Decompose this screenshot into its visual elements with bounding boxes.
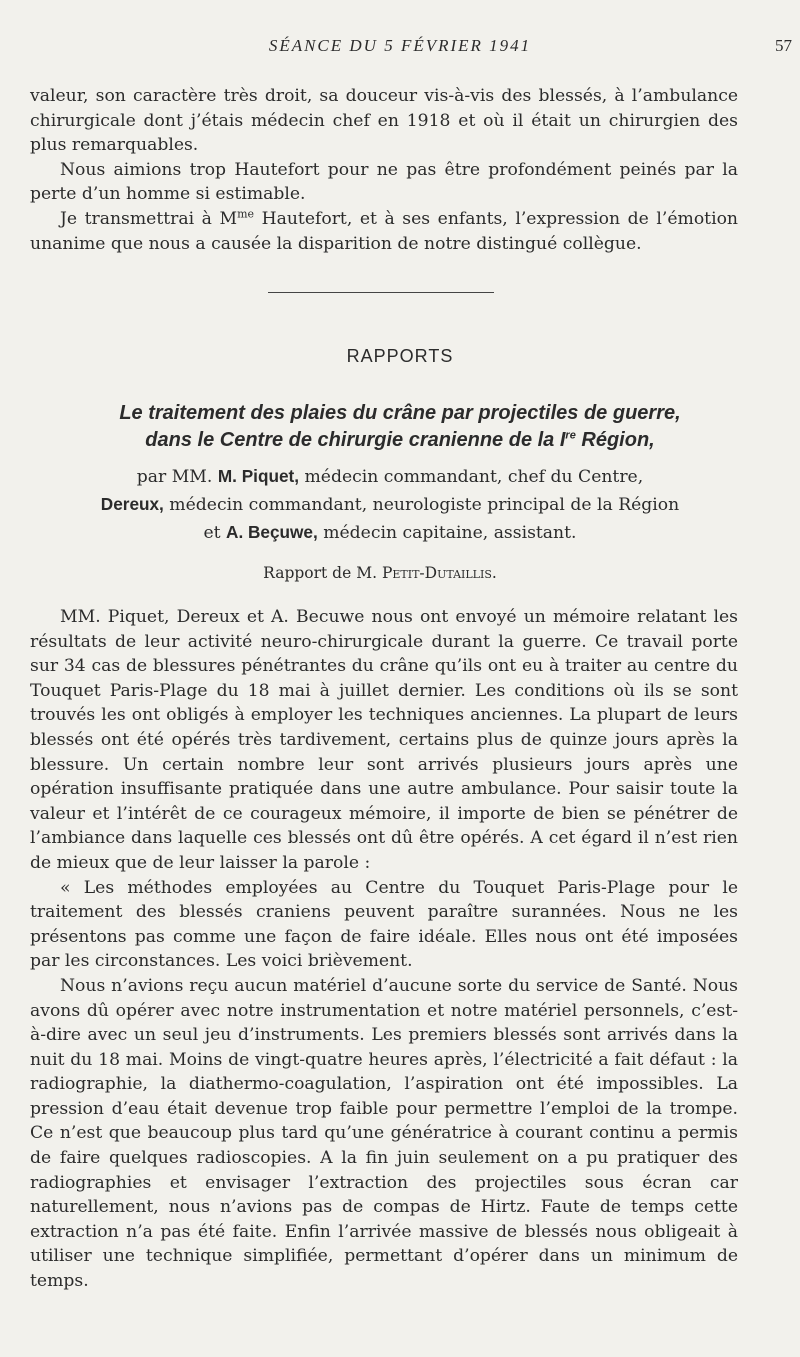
text-span: Je transmettrai à M: [60, 208, 238, 229]
author-name: A. Beçuwe,: [226, 522, 318, 542]
paragraph: « Les méthodes employées au Centre du Touquet Paris-Plage pour le traitement des blessés craniens peuvent paraître surannées. Nous ne les présentons pas comme une façon de faire idéale. Elles nous ont été imposées par les circonstances. Les voici brièvement.: [30, 877, 738, 972]
running-title: SÉANCE DU 5 FÉVRIER 1941: [268, 36, 532, 55]
text-span: dans le Centre de chirurgie cranienne de la I: [145, 429, 566, 451]
text-span: Région,: [575, 429, 655, 451]
text-span: Hautefort, et à ses enfants, l’expression de l’émotion unanime que nous a causée la disparition de notre distingué collègue.: [30, 208, 738, 254]
obituary-continuation: [30, 84, 738, 256]
paragraph: Nous n’avions reçu aucun matériel d’aucune sorte du service de Santé. Nous avons dû opérer avec notre instrumentation et notre matériel personnels, c’est-à-dire avec un seul jeu d’instruments. Les premiers blessés sont arrivés dans la nuit du 18 mai. Moins de vingt-quatre heures après, l’électricité a fait défaut : la radiographie, la diathermo-coagulation, l’aspiration ont été impossibles. La pression d’eau était devenue trop faible pour permettre l’emploi de la trompe. Ce n’est que beaucoup plus tard qu’une génératrice à courant continu a permis de faire quelques radioscopies. A la fin juin seulement on a pu pratiquer des radiographies et envisager l’extraction des projectiles sous écran car naturellement, nous n’avions pas de compas de Hirtz. Faute de temps cette extraction n’a pas été faite. Enfin l’arrivée massive de blessés nous obligeait à utiliser une technique simplifiée, permettant d’opérer dans un minimum de temps.: [30, 975, 738, 1292]
section-divider: [268, 292, 494, 293]
author-line: [30, 519, 750, 547]
superscript: re: [565, 429, 576, 442]
author-name: Dereux,: [100, 494, 164, 514]
author-role: médecin commandant, neurologiste principal de la Région: [163, 495, 680, 515]
article-authors: [30, 463, 750, 547]
text-span: et: [203, 523, 227, 543]
text-span: Rapport de M.: [263, 564, 382, 582]
report-author: Petit-Dutaillis: [381, 564, 492, 582]
superscript: me: [237, 207, 255, 221]
author-role: médecin capitaine, assistant.: [317, 523, 577, 543]
article-body: [30, 605, 738, 1294]
text-span: par MM.: [136, 467, 218, 487]
paragraph: [30, 207, 738, 256]
running-header: [0, 36, 800, 60]
paragraph: valeur, son caractère très droit, sa douceur vis-à-vis des blessés, à l’ambulance chirurgicale dont j’étais médecin chef en 1918 et où il était un chirurgien des plus remarquables.: [30, 86, 738, 156]
title-line: Le traitement des plaies du crâne par projectiles de guerre,: [119, 402, 681, 424]
section-heading: RAPPORTS: [346, 346, 454, 366]
paragraph: Nous aimions trop Hautefort pour ne pas être profondément peinés par la perte d’un homme si estimable.: [30, 159, 738, 205]
page-number: 57: [775, 36, 792, 55]
text-span: .: [491, 564, 497, 582]
author-role: médecin commandant, chef du Centre,: [299, 467, 644, 487]
author-line: [30, 491, 750, 519]
author-name: M. Piquet,: [217, 466, 300, 486]
title-line: [30, 427, 770, 454]
article-title: [30, 400, 770, 454]
paragraph: MM. Piquet, Dereux et A. Becuwe nous ont envoyé un mémoire relatant les résultats de leur activité neuro-chirurgicale durant la guerre. Ce travail porte sur 34 cas de blessures pénétrantes du crâne qu’ils ont eu à traiter au centre du Touquet Paris-Plage du 18 mai à juillet dernier. Les conditions où ils se sont trouvés les ont obligés à employer les techniques anciennes. La plupart de leurs blessés ont été opérés très tardivement, certains plus de quinze jours après la blessure. Un certain nombre leur sont arrivés plusieurs jours après une opération insuffisante pratiquée dans une autre ambulance. Pour saisir toute la valeur et l’intérêt de ce courageux mémoire, il importe de bien se pénétrer de l’ambiance dans laquelle ces blessés ont dû être opérés. A cet égard il n’est rien de mieux que de leur laisser la parole :: [30, 607, 738, 873]
report-byline: [0, 564, 760, 582]
author-line: [30, 463, 750, 491]
